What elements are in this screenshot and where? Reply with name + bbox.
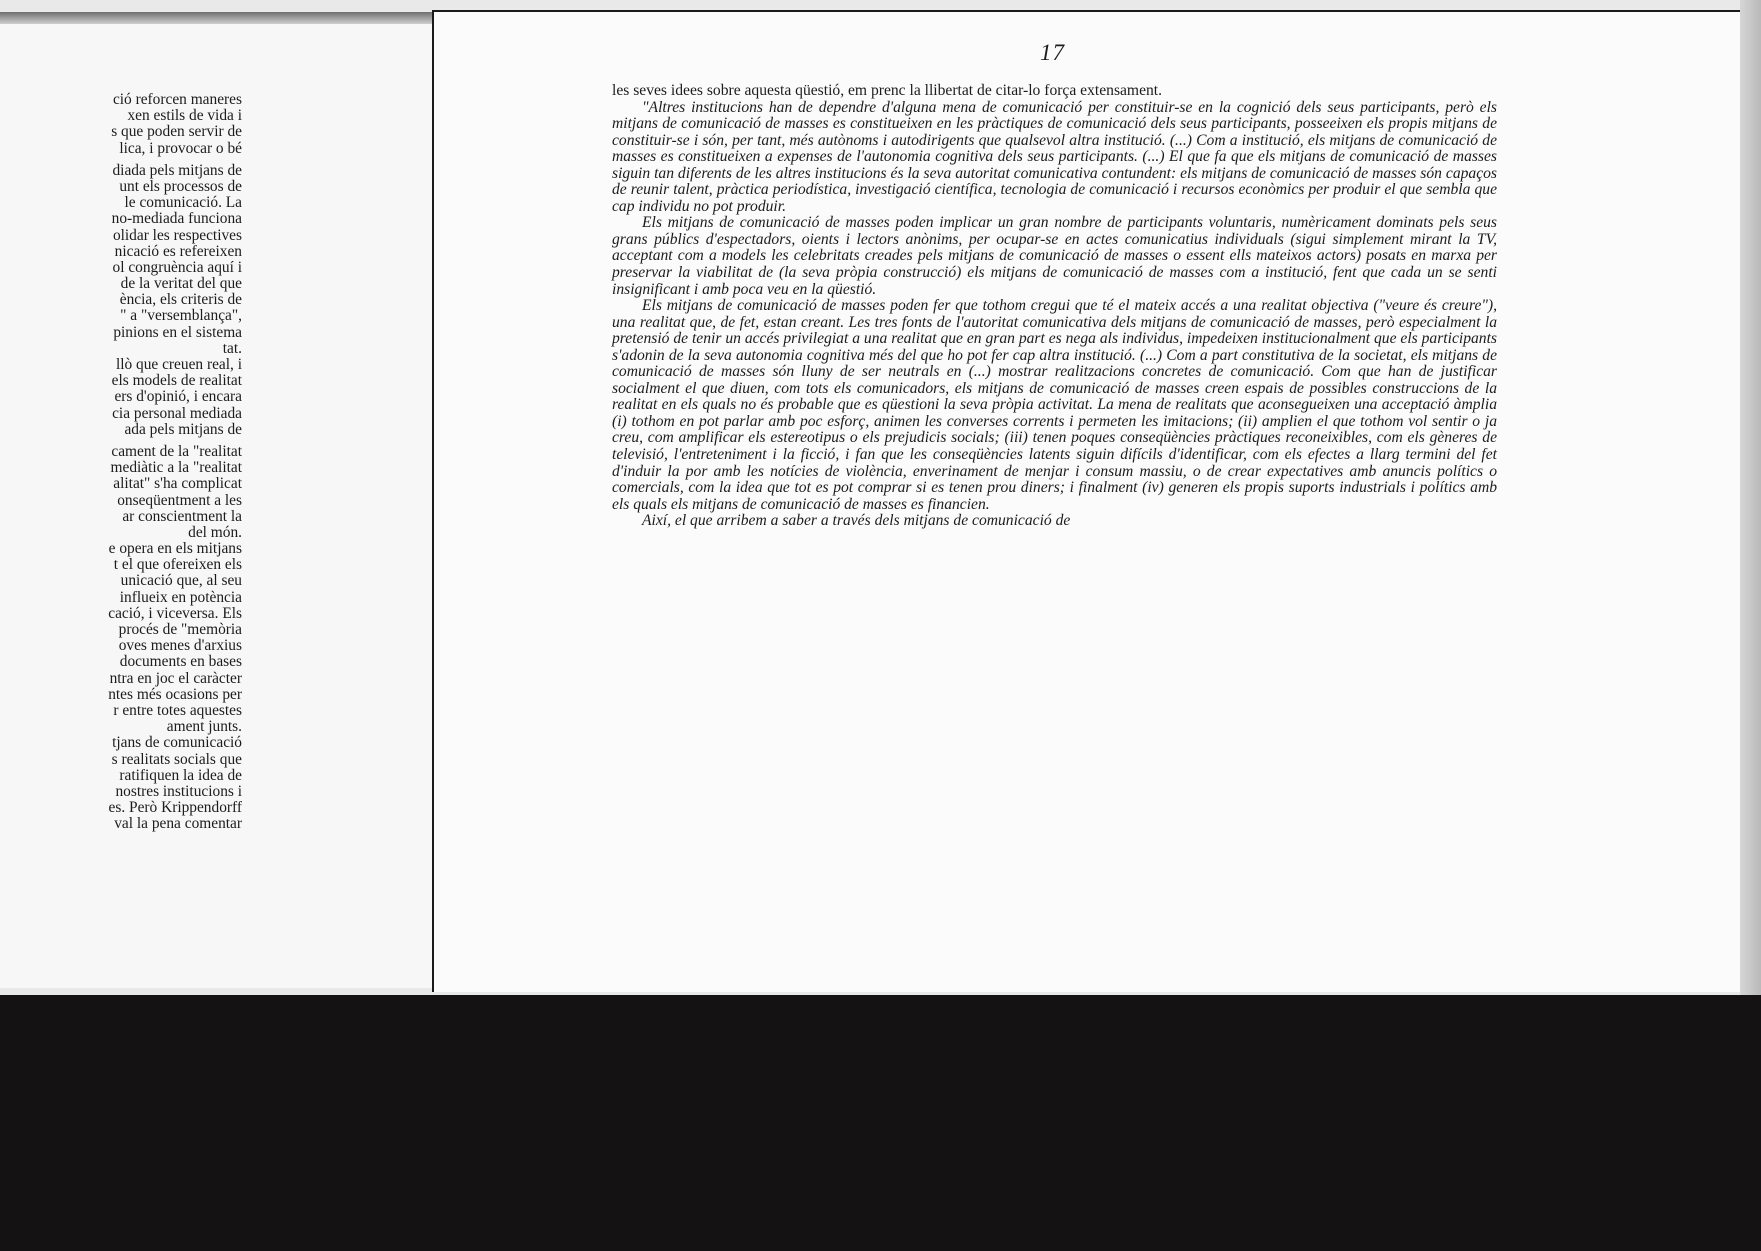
left-page-line: ament junts. bbox=[166, 718, 242, 736]
page-number: 17 bbox=[1040, 40, 1065, 65]
quote-paragraph-2: Els mitjans de comunicació de masses poden implicar un gran nombre de participants voluntaris, numèricament dominats pels seus grans públics d'espectadors, oients i lectors anònims, per ocupar-se en actes comunicatius individuals (sigui simplement mirant la TV, acceptant com a models les celebritats creades pels mitjans de comunicació de masses o essent ells mateixos actors) posats en marxa per preservar la viabilitat de (la seva pròpia construcció) els mitjans de comunicació de masses com a institució, fent que cada un se senti insignificant i amb poca veu en la qüestió. bbox=[612, 214, 1497, 298]
left-page-line: xen estils de vida i bbox=[127, 107, 242, 125]
left-page-line: nostres institucions i bbox=[115, 782, 242, 800]
left-page-line: olidar les respectives bbox=[112, 226, 242, 244]
left-page-line: ratifiquen la idea de bbox=[119, 766, 242, 784]
left-page-line: de la veritat del que bbox=[120, 275, 242, 293]
left-page-line: s que poden servir de bbox=[111, 123, 242, 141]
quote-paragraph-4: Així, el que arribem a saber a través dels mitjans de comunicació de bbox=[642, 512, 1071, 530]
left-page-line: pinions en el sistema bbox=[113, 323, 242, 341]
left-page-line: cia personal mediada bbox=[112, 404, 242, 422]
left-page-line: diada pels mitjans de bbox=[112, 161, 242, 179]
left-page-line: s realitats socials que bbox=[111, 750, 242, 768]
left-page-line: cament de la "realitat bbox=[111, 442, 242, 460]
left-page-line: unt els processos de bbox=[119, 177, 242, 195]
left-page-line: mediàtic a la "realitat bbox=[110, 459, 242, 477]
left-page-line: documents en bases bbox=[119, 653, 242, 671]
left-page-line: ar conscientment la bbox=[122, 507, 242, 525]
left-page-line: t el que ofereixen els bbox=[113, 556, 242, 574]
quote-paragraph-3: Els mitjans de comunicació de masses poden fer que tothom cregui que té el mateix accés a una realitat objectiva ("veure és creure"), una realitat que, de fet, estan creant. Les tres fonts de l'autoritat comunicativa dels mitjans de comunicació de masses, però especialment la pretensió de tenir un accés privilegiat a una realitat que en gran part es nega als individus, impedeixen institucionalment que els participants s'adonin de la seva autonomia cognitiva més del que ho pot fer cap altra institució. (...) Com a part constitutiva de la societat, els mitjans de comunicació de masses són lluny de ser neutrals en (...) mostrar realitzacions concretes de comunicació. Com que han de justificar socialment el que diuen, com tots els comunicadors, els mitjans de comunicació de masses creen espais de possibles construccions de la realitat en els quals no és probable que es qüestioni la seva pròpia activitat. La mena de realitats que aconsegueixen una acceptació àmplia (i) tothom en pot parlar amb poc esforç, animen les converses corrents i permeten les imitacions; (ii) amplien el que tothom vol sentir o ja creu, com amplificar els estereotipus o els prejudicis socials; (iii) tenen poques conseqüències pràctiques reconeixibles, com els gèneres de televisió, l'entreteniment i la ficció, i fan que les conseqüències latents siguin difícils d'identificar, com els efectes a llarg termini del fet d'induir la por amb les notícies de violència, enverinament de menjar i consum massiu, o de crear expectatives amb anuncis polítics o comercials, com la idea que tot es pot comprar si es tenen prou diners; i finalment (iv) generen els propis suports industrials i polítics amb els quals els mitjans de comunicació de masses es financien. bbox=[612, 297, 1497, 513]
left-page-line: procés de "memòria bbox=[118, 621, 242, 638]
left-page-line: no-mediada funciona bbox=[111, 210, 242, 228]
page-edge-shadow bbox=[1740, 0, 1761, 995]
left-page-line: tjans de comunicació bbox=[112, 734, 242, 752]
left-page-line: es. Però Krippendorff bbox=[108, 799, 242, 817]
left-page-line: els models de realitat bbox=[111, 372, 242, 390]
intro-paragraph: les seves idees sobre aquesta qüestió, em prenc la llibertat de citar-lo força extensament. bbox=[612, 82, 1163, 99]
left-page bbox=[0, 12, 434, 988]
left-page-line: e opera en els mitjans bbox=[108, 540, 242, 558]
left-page-line: ers d'opinió, i encara bbox=[114, 388, 242, 406]
left-page-line: unicació que, al seu bbox=[120, 572, 242, 590]
left-page-line: ntes més ocasions per bbox=[108, 685, 242, 703]
left-page-line: ol congruència aquí i bbox=[112, 258, 242, 276]
left-page-line: oves menes d'arxius bbox=[118, 637, 242, 655]
left-page-line: del món. bbox=[188, 523, 242, 541]
left-page-line: alitat" s'ha complicat bbox=[113, 475, 242, 493]
left-page-line: ció reforcen maneres bbox=[112, 91, 242, 108]
left-page-line: lica, i provocar o bé bbox=[119, 139, 242, 157]
left-page-line: r entre totes aquestes bbox=[113, 701, 242, 719]
left-page-line: influeix en potència bbox=[119, 588, 242, 606]
left-page-text-column bbox=[0, 92, 242, 832]
left-page-line: tat. bbox=[222, 339, 242, 357]
left-page-line: cació, i viceversa. Els bbox=[108, 604, 242, 622]
right-page-body bbox=[612, 83, 1497, 530]
left-page-line: val la pena comentar bbox=[114, 815, 242, 833]
left-page-line: nicació es refereixen bbox=[114, 242, 242, 260]
left-page-line: onseqüentment a les bbox=[117, 491, 242, 509]
left-page-line: ntra en joc el caràcter bbox=[109, 669, 242, 687]
left-page-line: ència, els criteris de bbox=[119, 291, 242, 309]
left-page-line: le comunicació. La bbox=[124, 194, 242, 212]
left-page-line: ada pels mitjans de bbox=[124, 420, 242, 438]
quote-paragraph-1: "Altres institucions han de dependre d'alguna mena de comunicació per constituir-se en la cognició dels seus participants, però els mitjans de comunicació de masses es constitueixen en les pràctiques de comunicació dels seus participants, posseeixen els propis mitjans de constituir-se i són, per tant, més autònoms i autodirigents que qualsevol altra institució. (...) Com a institució, els mitjans de comunicació de masses es constitueixen a expenses de l'autonomia cognitiva dels seus participants. (...) El que fa que els mitjans de comunicació de masses siguin tan diferents de les altres institucions és la seva autoritat comunicativa contundent: els mitjans de comunicació de masses són capaços de reunir talent, pràctica periodística, investigació científica, tecnologia de comunicació i recursos econòmics per produir el que sembla que cap individu no pot produir. bbox=[612, 98, 1497, 215]
left-page-line: llò que creuen real, i bbox=[115, 356, 242, 373]
left-page-top-edge bbox=[0, 12, 432, 24]
left-page-line: " a "versemblança", bbox=[120, 307, 242, 325]
